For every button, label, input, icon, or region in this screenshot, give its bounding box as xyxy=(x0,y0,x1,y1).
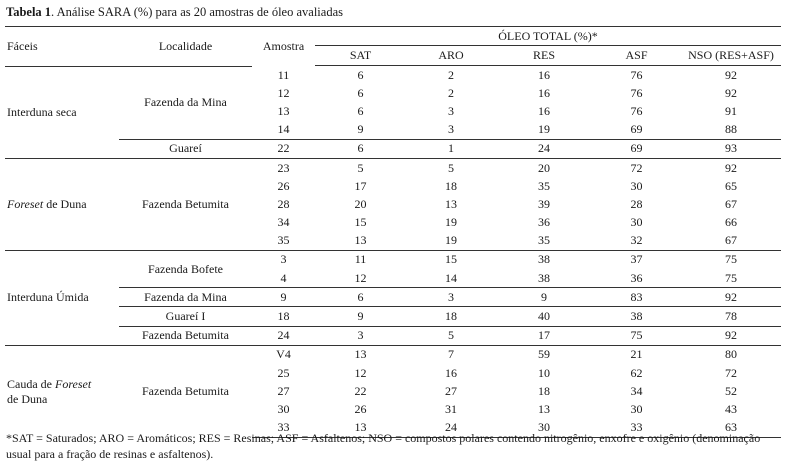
cell-aro: 19 xyxy=(445,215,457,230)
cell-nso: 75 xyxy=(681,250,781,269)
cell-amostra: 35 xyxy=(277,233,290,248)
header-amostra: Amostra xyxy=(252,27,315,66)
cell-asf: 37 xyxy=(592,250,681,269)
cell-aro: 5 xyxy=(406,158,496,177)
cell-nso: 75 xyxy=(725,270,737,285)
localidade-fazenda-betumita: Fazenda Betumita xyxy=(119,326,252,345)
cell-sat: 6 xyxy=(357,85,364,100)
cell-res: 16 xyxy=(538,85,550,100)
cell-sat: 11 xyxy=(315,250,406,269)
cell-aro: 24 xyxy=(406,419,496,438)
cell-aro: 31 xyxy=(445,401,457,416)
header-sat: SAT xyxy=(315,46,406,66)
cell-aro: 2 xyxy=(448,85,454,100)
table-row xyxy=(5,345,781,364)
table-row xyxy=(5,139,781,158)
cell-nso: 66 xyxy=(725,215,737,230)
cell-amostra: 26 xyxy=(277,178,290,193)
facies-cauda-de-foreset xyxy=(5,345,119,437)
table-caption xyxy=(6,5,343,20)
cell-asf: 69 xyxy=(592,139,681,158)
cell-asf: 33 xyxy=(592,419,681,438)
cell-asf: 69 xyxy=(630,122,643,137)
cell-aro: 3 xyxy=(448,103,454,118)
cell-nso: 93 xyxy=(681,139,781,158)
header-localidade: Localidade xyxy=(119,27,252,66)
cell-nso: 92 xyxy=(681,288,781,307)
cell-nso: 80 xyxy=(681,345,781,364)
caption-text: . Análise SARA (%) para as 20 amostras de óleo avaliadas xyxy=(51,5,343,19)
cell-asf: 38 xyxy=(592,307,681,326)
cell-nso: 63 xyxy=(681,419,781,438)
cell-sat: 13 xyxy=(354,233,367,248)
cell-res: 30 xyxy=(496,419,592,438)
facies-interduna-seca: Interduna seca xyxy=(7,104,77,119)
cell-res: 35 xyxy=(538,233,550,248)
cell-sat: 6 xyxy=(315,288,406,307)
cell-aro: 5 xyxy=(406,326,496,345)
cell-amostra: 22 xyxy=(252,139,315,158)
cell-asf: 62 xyxy=(630,365,643,380)
cell-nso: 67 xyxy=(725,196,737,211)
cell-asf: 75 xyxy=(592,326,681,345)
table-footnote: *SAT = Saturados; ARO = Aromáticos; RES = Resinas; ASF = Asfaltenos; NSO = compostos polares contendo nitrogênio, enxofre e oxigênio (denominação usual para a fração de resinas e asfaltenos). xyxy=(6,431,761,461)
cell-amostra: 11 xyxy=(277,67,290,82)
facies-text: Cauda de xyxy=(7,376,55,391)
header-aro: ARO xyxy=(406,46,496,66)
cell-aro: 18 xyxy=(445,178,457,193)
cell-res: 20 xyxy=(496,158,592,177)
cell-nso: 92 xyxy=(681,158,781,177)
cell-res: 16 xyxy=(538,103,550,118)
cell-res: 40 xyxy=(496,307,592,326)
header-res: RES xyxy=(496,46,592,66)
cell-aro: 3 xyxy=(406,288,496,307)
sara-table xyxy=(5,26,781,438)
cell-amostra: 13 xyxy=(277,103,290,118)
cell-amostra: 23 xyxy=(252,158,315,177)
cell-sat: 5 xyxy=(315,158,406,177)
cell-aro: 18 xyxy=(406,307,496,326)
cell-sat: 9 xyxy=(315,307,406,326)
cell-res: 39 xyxy=(538,196,550,211)
cell-sat: 6 xyxy=(357,67,364,82)
cell-amostra: 18 xyxy=(252,307,315,326)
cell-res: 36 xyxy=(538,215,550,230)
cell-aro: 15 xyxy=(406,250,496,269)
cell-aro: 7 xyxy=(406,345,496,364)
header-asf: ASF xyxy=(592,46,681,66)
cell-sat: 12 xyxy=(354,270,367,285)
cell-sat: 6 xyxy=(357,103,364,118)
cell-res: 59 xyxy=(496,345,592,364)
cell-amostra: 3 xyxy=(252,250,315,269)
localidade-fazenda-da-mina: Fazenda da Mina xyxy=(144,95,227,110)
localidade-fazenda-da-mina: Fazenda da Mina xyxy=(119,288,252,307)
cell-amostra: V4 xyxy=(252,345,315,364)
facies-text: de Duna xyxy=(43,196,87,211)
table-row xyxy=(5,158,781,177)
cell-sat: 15 xyxy=(354,215,367,230)
cell-res: 13 xyxy=(538,401,550,416)
cell-asf: 83 xyxy=(592,288,681,307)
cell-asf: 30 xyxy=(630,215,643,230)
cell-sat: 13 xyxy=(315,345,406,364)
cell-res: 38 xyxy=(496,250,592,269)
table-row xyxy=(5,66,781,84)
localidade-fazenda-betumita: Fazenda Betumita xyxy=(119,345,252,437)
header-oleo-total: ÓLEO TOTAL (%)* xyxy=(315,27,781,46)
cell-asf: 36 xyxy=(630,270,643,285)
cell-amostra: 27 xyxy=(277,383,290,398)
cell-nso: 92 xyxy=(725,67,737,82)
cell-nso: 67 xyxy=(725,233,737,248)
cell-sat: 20 xyxy=(354,196,367,211)
cell-res: 16 xyxy=(538,67,550,82)
cell-amostra: 34 xyxy=(277,215,290,230)
cell-aro: 1 xyxy=(406,139,496,158)
cell-sat: 12 xyxy=(354,365,367,380)
cell-aro: 14 xyxy=(445,270,457,285)
localidade-fazenda-bofete: Fazenda Bofete xyxy=(119,250,252,287)
cell-amostra: 4 xyxy=(280,270,287,285)
facies-text: de Duna xyxy=(7,391,48,406)
cell-aro: 13 xyxy=(445,196,457,211)
cell-res: 24 xyxy=(496,139,592,158)
cell-nso: 92 xyxy=(725,85,737,100)
cell-res: 35 xyxy=(538,178,550,193)
cell-aro: 16 xyxy=(445,365,457,380)
facies-interduna-umida: Interduna Úmida xyxy=(5,250,119,345)
cell-amostra: 9 xyxy=(252,288,315,307)
cell-nso: 88 xyxy=(725,122,737,137)
header-nso: NSO (RES+ASF) xyxy=(681,46,781,66)
cell-sat: 22 xyxy=(354,383,367,398)
facies-foreset-de-duna xyxy=(5,158,119,250)
cell-asf: 30 xyxy=(630,401,643,416)
cell-sat: 13 xyxy=(315,419,406,438)
cell-amostra: 14 xyxy=(277,122,290,137)
cell-asf: 76 xyxy=(630,103,643,118)
cell-nso: 43 xyxy=(725,401,737,416)
cell-res: 38 xyxy=(538,270,550,285)
localidade-fazenda-betumita: Fazenda Betumita xyxy=(119,158,252,250)
cell-nso: 91 xyxy=(725,103,737,118)
cell-nso: 52 xyxy=(725,383,737,398)
cell-aro: 3 xyxy=(448,122,454,137)
cell-amostra: 25 xyxy=(277,365,290,380)
cell-amostra: 33 xyxy=(252,419,315,438)
cell-aro: 27 xyxy=(445,383,457,398)
cell-amostra: 24 xyxy=(252,326,315,345)
cell-sat: 3 xyxy=(315,326,406,345)
cell-res: 10 xyxy=(538,365,550,380)
cell-amostra: 30 xyxy=(277,401,290,416)
cell-sat: 26 xyxy=(354,401,367,416)
cell-amostra: 12 xyxy=(277,85,290,100)
header-facies: Fáceis xyxy=(5,27,119,66)
cell-sat: 9 xyxy=(357,122,364,137)
cell-amostra: 28 xyxy=(277,196,290,211)
table-row xyxy=(5,326,781,345)
cell-asf: 72 xyxy=(592,158,681,177)
localidade-guarei-i: Guareí I xyxy=(119,307,252,326)
cell-asf: 76 xyxy=(630,67,643,82)
cell-asf: 21 xyxy=(592,345,681,364)
cell-res: 18 xyxy=(538,383,550,398)
cell-asf: 34 xyxy=(630,383,643,398)
cell-nso: 65 xyxy=(725,178,737,193)
cell-nso: 72 xyxy=(725,365,737,380)
cell-asf: 28 xyxy=(630,196,643,211)
cell-res: 9 xyxy=(496,288,592,307)
cell-asf: 30 xyxy=(630,178,643,193)
facies-italic-text: Foreset xyxy=(54,376,92,391)
cell-asf: 76 xyxy=(630,85,643,100)
table-row xyxy=(5,288,781,307)
cell-res: 19 xyxy=(538,122,550,137)
table-row xyxy=(5,250,781,269)
cell-aro: 19 xyxy=(445,233,457,248)
table-row xyxy=(5,307,781,326)
cell-nso: 92 xyxy=(681,326,781,345)
cell-aro: 2 xyxy=(448,67,454,82)
cell-res: 17 xyxy=(496,326,592,345)
cell-sat: 6 xyxy=(315,139,406,158)
cell-sat: 17 xyxy=(354,178,367,193)
caption-label: Tabela 1 xyxy=(6,5,52,19)
cell-asf: 32 xyxy=(630,233,643,248)
localidade-guarei: Guareí xyxy=(119,139,252,158)
facies-italic-text: Foreset xyxy=(7,196,44,211)
cell-nso: 78 xyxy=(681,307,781,326)
